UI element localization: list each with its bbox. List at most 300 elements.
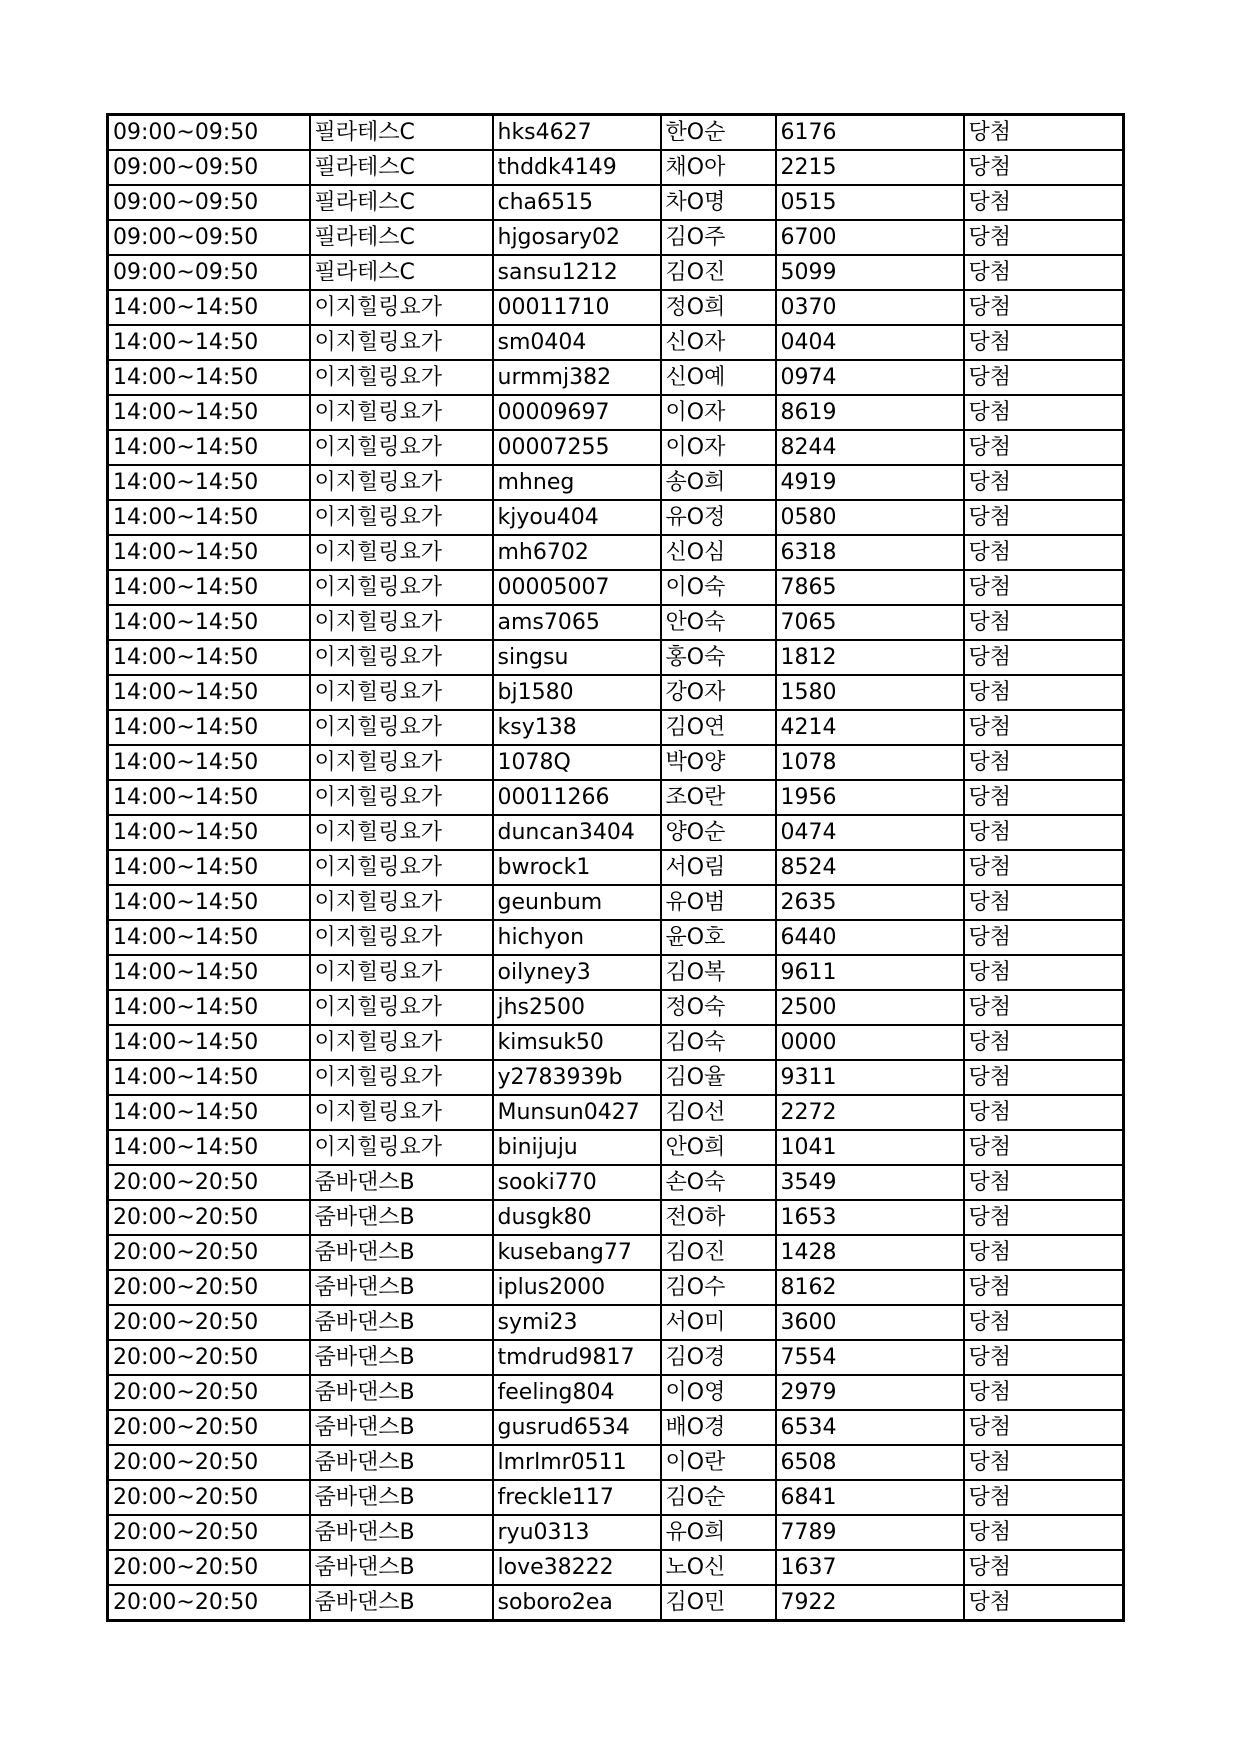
phone-last4-cell: 6440 — [776, 920, 964, 955]
class-name-cell: 이지힐링요가 — [310, 325, 493, 360]
phone-last4-cell: 5099 — [776, 255, 964, 290]
member-name-cell: 김O경 — [661, 1340, 776, 1375]
time-slot-cell: 14:00~14:50 — [108, 570, 310, 605]
time-slot-cell: 20:00~20:50 — [108, 1235, 310, 1270]
winner-table-body — [108, 115, 1124, 1621]
user-id-cell: oilyney3 — [493, 955, 661, 990]
user-id-cell: geunbum — [493, 885, 661, 920]
class-name-cell: 이지힐링요가 — [310, 920, 493, 955]
time-slot-cell: 20:00~20:50 — [108, 1585, 310, 1621]
member-name-cell: 이O자 — [661, 395, 776, 430]
user-id-cell: duncan3404 — [493, 815, 661, 850]
class-name-cell: 줌바댄스B — [310, 1235, 493, 1270]
time-slot-cell: 14:00~14:50 — [108, 430, 310, 465]
user-id-cell: Munsun0427 — [493, 1095, 661, 1130]
table-row — [108, 1585, 1124, 1621]
result-cell: 당첨 — [964, 1270, 1124, 1305]
class-name-cell: 이지힐링요가 — [310, 745, 493, 780]
user-id-cell: hjgosary02 — [493, 220, 661, 255]
class-name-cell: 줌바댄스B — [310, 1550, 493, 1585]
result-cell: 당첨 — [964, 1375, 1124, 1410]
user-id-cell: singsu — [493, 640, 661, 675]
table-row — [108, 500, 1124, 535]
phone-last4-cell: 2500 — [776, 990, 964, 1025]
user-id-cell: kimsuk50 — [493, 1025, 661, 1060]
result-cell: 당첨 — [964, 745, 1124, 780]
class-name-cell: 줌바댄스B — [310, 1480, 493, 1515]
member-name-cell: 차O명 — [661, 185, 776, 220]
result-cell: 당첨 — [964, 640, 1124, 675]
time-slot-cell: 14:00~14:50 — [108, 710, 310, 745]
member-name-cell: 신O예 — [661, 360, 776, 395]
table-row — [108, 1235, 1124, 1270]
result-cell: 당첨 — [964, 1060, 1124, 1095]
class-name-cell: 이지힐링요가 — [310, 605, 493, 640]
time-slot-cell: 20:00~20:50 — [108, 1270, 310, 1305]
phone-last4-cell: 6318 — [776, 535, 964, 570]
class-name-cell: 줌바댄스B — [310, 1200, 493, 1235]
member-name-cell: 전O하 — [661, 1200, 776, 1235]
result-cell: 당첨 — [964, 1445, 1124, 1480]
user-id-cell: urmmj382 — [493, 360, 661, 395]
class-name-cell: 이지힐링요가 — [310, 290, 493, 325]
table-row — [108, 1445, 1124, 1480]
time-slot-cell: 14:00~14:50 — [108, 745, 310, 780]
class-name-cell: 이지힐링요가 — [310, 850, 493, 885]
user-id-cell: freckle117 — [493, 1480, 661, 1515]
class-name-cell: 이지힐링요가 — [310, 710, 493, 745]
phone-last4-cell: 1637 — [776, 1550, 964, 1585]
table-row — [108, 430, 1124, 465]
table-row — [108, 605, 1124, 640]
time-slot-cell: 14:00~14:50 — [108, 1130, 310, 1165]
table-row — [108, 955, 1124, 990]
member-name-cell: 김O숙 — [661, 1025, 776, 1060]
phone-last4-cell: 3600 — [776, 1305, 964, 1340]
phone-last4-cell: 6534 — [776, 1410, 964, 1445]
table-row — [108, 710, 1124, 745]
time-slot-cell: 14:00~14:50 — [108, 605, 310, 640]
result-cell: 당첨 — [964, 605, 1124, 640]
member-name-cell: 손O숙 — [661, 1165, 776, 1200]
table-row — [108, 850, 1124, 885]
table-row — [108, 675, 1124, 710]
phone-last4-cell: 4214 — [776, 710, 964, 745]
member-name-cell: 양O순 — [661, 815, 776, 850]
member-name-cell: 강O자 — [661, 675, 776, 710]
time-slot-cell: 20:00~20:50 — [108, 1340, 310, 1375]
member-name-cell: 정O희 — [661, 290, 776, 325]
member-name-cell: 이O자 — [661, 430, 776, 465]
result-cell: 당첨 — [964, 1515, 1124, 1550]
table-row — [108, 990, 1124, 1025]
user-id-cell: mhneg — [493, 465, 661, 500]
class-name-cell: 필라테스C — [310, 150, 493, 185]
time-slot-cell: 09:00~09:50 — [108, 115, 310, 151]
phone-last4-cell: 3549 — [776, 1165, 964, 1200]
table-row — [108, 1200, 1124, 1235]
member-name-cell: 안O숙 — [661, 605, 776, 640]
user-id-cell: dusgk80 — [493, 1200, 661, 1235]
result-cell: 당첨 — [964, 1585, 1124, 1621]
result-cell: 당첨 — [964, 1340, 1124, 1375]
time-slot-cell: 09:00~09:50 — [108, 255, 310, 290]
table-row — [108, 185, 1124, 220]
table-row — [108, 465, 1124, 500]
class-name-cell: 이지힐링요가 — [310, 640, 493, 675]
time-slot-cell: 20:00~20:50 — [108, 1445, 310, 1480]
member-name-cell: 박O양 — [661, 745, 776, 780]
time-slot-cell: 14:00~14:50 — [108, 395, 310, 430]
table-row — [108, 1480, 1124, 1515]
table-row — [108, 1130, 1124, 1165]
user-id-cell: soboro2ea — [493, 1585, 661, 1621]
user-id-cell: 00009697 — [493, 395, 661, 430]
phone-last4-cell: 2979 — [776, 1375, 964, 1410]
user-id-cell: kusebang77 — [493, 1235, 661, 1270]
class-name-cell: 이지힐링요가 — [310, 815, 493, 850]
member-name-cell: 안O희 — [661, 1130, 776, 1165]
time-slot-cell: 14:00~14:50 — [108, 1095, 310, 1130]
class-name-cell: 이지힐링요가 — [310, 430, 493, 465]
result-cell: 당첨 — [964, 1200, 1124, 1235]
time-slot-cell: 14:00~14:50 — [108, 535, 310, 570]
phone-last4-cell: 2635 — [776, 885, 964, 920]
time-slot-cell: 20:00~20:50 — [108, 1515, 310, 1550]
phone-last4-cell: 1956 — [776, 780, 964, 815]
user-id-cell: ams7065 — [493, 605, 661, 640]
member-name-cell: 김O진 — [661, 255, 776, 290]
result-cell: 당첨 — [964, 920, 1124, 955]
member-name-cell: 윤O호 — [661, 920, 776, 955]
phone-last4-cell: 0515 — [776, 185, 964, 220]
result-cell: 당첨 — [964, 465, 1124, 500]
user-id-cell: hichyon — [493, 920, 661, 955]
phone-last4-cell: 7865 — [776, 570, 964, 605]
class-name-cell: 이지힐링요가 — [310, 1130, 493, 1165]
winner-table — [106, 113, 1125, 1622]
table-row — [108, 535, 1124, 570]
result-cell: 당첨 — [964, 710, 1124, 745]
member-name-cell: 유O정 — [661, 500, 776, 535]
member-name-cell: 송O희 — [661, 465, 776, 500]
table-row — [108, 745, 1124, 780]
class-name-cell: 이지힐링요가 — [310, 395, 493, 430]
time-slot-cell: 14:00~14:50 — [108, 325, 310, 360]
phone-last4-cell: 1812 — [776, 640, 964, 675]
class-name-cell: 이지힐링요가 — [310, 1025, 493, 1060]
time-slot-cell: 20:00~20:50 — [108, 1550, 310, 1585]
class-name-cell: 필라테스C — [310, 185, 493, 220]
user-id-cell: bwrock1 — [493, 850, 661, 885]
table-row — [108, 220, 1124, 255]
phone-last4-cell: 1041 — [776, 1130, 964, 1165]
member-name-cell: 조O란 — [661, 780, 776, 815]
table-row — [108, 920, 1124, 955]
member-name-cell: 김O율 — [661, 1060, 776, 1095]
table-row — [108, 640, 1124, 675]
time-slot-cell: 14:00~14:50 — [108, 955, 310, 990]
result-cell: 당첨 — [964, 220, 1124, 255]
phone-last4-cell: 8524 — [776, 850, 964, 885]
result-cell: 당첨 — [964, 850, 1124, 885]
phone-last4-cell: 0580 — [776, 500, 964, 535]
phone-last4-cell: 8162 — [776, 1270, 964, 1305]
class-name-cell: 필라테스C — [310, 220, 493, 255]
phone-last4-cell: 1580 — [776, 675, 964, 710]
table-row — [108, 1305, 1124, 1340]
time-slot-cell: 14:00~14:50 — [108, 920, 310, 955]
user-id-cell: kjyou404 — [493, 500, 661, 535]
phone-last4-cell: 0000 — [776, 1025, 964, 1060]
result-cell: 당첨 — [964, 1410, 1124, 1445]
user-id-cell: iplus2000 — [493, 1270, 661, 1305]
member-name-cell: 배O경 — [661, 1410, 776, 1445]
table-row — [108, 1515, 1124, 1550]
member-name-cell: 유O희 — [661, 1515, 776, 1550]
table-row — [108, 1095, 1124, 1130]
user-id-cell: 00007255 — [493, 430, 661, 465]
class-name-cell: 이지힐링요가 — [310, 885, 493, 920]
member-name-cell: 신O자 — [661, 325, 776, 360]
table-row — [108, 325, 1124, 360]
result-cell: 당첨 — [964, 185, 1124, 220]
time-slot-cell: 14:00~14:50 — [108, 290, 310, 325]
member-name-cell: 서O림 — [661, 850, 776, 885]
member-name-cell: 김O진 — [661, 1235, 776, 1270]
user-id-cell: binijuju — [493, 1130, 661, 1165]
time-slot-cell: 20:00~20:50 — [108, 1200, 310, 1235]
table-row — [108, 1550, 1124, 1585]
table-row — [108, 1165, 1124, 1200]
user-id-cell: tmdrud9817 — [493, 1340, 661, 1375]
user-id-cell: sm0404 — [493, 325, 661, 360]
time-slot-cell: 14:00~14:50 — [108, 780, 310, 815]
phone-last4-cell: 1653 — [776, 1200, 964, 1235]
phone-last4-cell: 9311 — [776, 1060, 964, 1095]
result-cell: 당첨 — [964, 1095, 1124, 1130]
result-cell: 당첨 — [964, 395, 1124, 430]
user-id-cell: mh6702 — [493, 535, 661, 570]
class-name-cell: 이지힐링요가 — [310, 500, 493, 535]
time-slot-cell: 09:00~09:50 — [108, 220, 310, 255]
time-slot-cell: 20:00~20:50 — [108, 1165, 310, 1200]
user-id-cell: ksy138 — [493, 710, 661, 745]
phone-last4-cell: 0370 — [776, 290, 964, 325]
table-row — [108, 885, 1124, 920]
class-name-cell: 줌바댄스B — [310, 1270, 493, 1305]
time-slot-cell: 20:00~20:50 — [108, 1410, 310, 1445]
member-name-cell: 김O순 — [661, 1480, 776, 1515]
phone-last4-cell: 0474 — [776, 815, 964, 850]
user-id-cell: bj1580 — [493, 675, 661, 710]
table-row — [108, 395, 1124, 430]
result-cell: 당첨 — [964, 675, 1124, 710]
time-slot-cell: 14:00~14:50 — [108, 465, 310, 500]
result-cell: 당첨 — [964, 535, 1124, 570]
result-cell: 당첨 — [964, 150, 1124, 185]
member-name-cell: 홍O숙 — [661, 640, 776, 675]
table-row — [108, 1375, 1124, 1410]
phone-last4-cell: 7789 — [776, 1515, 964, 1550]
time-slot-cell: 14:00~14:50 — [108, 815, 310, 850]
class-name-cell: 줌바댄스B — [310, 1585, 493, 1621]
result-cell: 당첨 — [964, 955, 1124, 990]
result-cell: 당첨 — [964, 1550, 1124, 1585]
result-cell: 당첨 — [964, 1235, 1124, 1270]
class-name-cell: 이지힐링요가 — [310, 990, 493, 1025]
time-slot-cell: 14:00~14:50 — [108, 360, 310, 395]
result-cell: 당첨 — [964, 1130, 1124, 1165]
user-id-cell: gusrud6534 — [493, 1410, 661, 1445]
table-row — [108, 815, 1124, 850]
user-id-cell: ryu0313 — [493, 1515, 661, 1550]
table-row — [108, 570, 1124, 605]
member-name-cell: 유O범 — [661, 885, 776, 920]
phone-last4-cell: 7554 — [776, 1340, 964, 1375]
member-name-cell: 정O숙 — [661, 990, 776, 1025]
result-cell: 당첨 — [964, 290, 1124, 325]
table-row — [108, 1060, 1124, 1095]
table-row — [108, 1025, 1124, 1060]
user-id-cell: symi23 — [493, 1305, 661, 1340]
user-id-cell: sansu1212 — [493, 255, 661, 290]
result-cell: 당첨 — [964, 325, 1124, 360]
member-name-cell: 한O순 — [661, 115, 776, 151]
class-name-cell: 이지힐링요가 — [310, 360, 493, 395]
table-row — [108, 1270, 1124, 1305]
class-name-cell: 줌바댄스B — [310, 1445, 493, 1480]
phone-last4-cell: 1078 — [776, 745, 964, 780]
class-name-cell: 줌바댄스B — [310, 1165, 493, 1200]
result-cell: 당첨 — [964, 815, 1124, 850]
time-slot-cell: 14:00~14:50 — [108, 675, 310, 710]
time-slot-cell: 14:00~14:50 — [108, 990, 310, 1025]
user-id-cell: love38222 — [493, 1550, 661, 1585]
member-name-cell: 채O아 — [661, 150, 776, 185]
class-name-cell: 이지힐링요가 — [310, 955, 493, 990]
user-id-cell: hks4627 — [493, 115, 661, 151]
class-name-cell: 필라테스C — [310, 115, 493, 151]
user-id-cell: jhs2500 — [493, 990, 661, 1025]
member-name-cell: 신O심 — [661, 535, 776, 570]
table-row — [108, 290, 1124, 325]
phone-last4-cell: 7065 — [776, 605, 964, 640]
phone-last4-cell: 6176 — [776, 115, 964, 151]
class-name-cell: 이지힐링요가 — [310, 570, 493, 605]
user-id-cell: 00005007 — [493, 570, 661, 605]
class-name-cell: 줌바댄스B — [310, 1515, 493, 1550]
result-cell: 당첨 — [964, 885, 1124, 920]
user-id-cell: 1078Q — [493, 745, 661, 780]
class-name-cell: 이지힐링요가 — [310, 465, 493, 500]
result-cell: 당첨 — [964, 570, 1124, 605]
phone-last4-cell: 1428 — [776, 1235, 964, 1270]
result-cell: 당첨 — [964, 1025, 1124, 1060]
table-row — [108, 1410, 1124, 1445]
time-slot-cell: 20:00~20:50 — [108, 1480, 310, 1515]
member-name-cell: 김O선 — [661, 1095, 776, 1130]
result-cell: 당첨 — [964, 990, 1124, 1025]
member-name-cell: 김O복 — [661, 955, 776, 990]
class-name-cell: 줌바댄스B — [310, 1410, 493, 1445]
phone-last4-cell: 0404 — [776, 325, 964, 360]
user-id-cell: 00011710 — [493, 290, 661, 325]
time-slot-cell: 14:00~14:50 — [108, 1025, 310, 1060]
time-slot-cell: 14:00~14:50 — [108, 500, 310, 535]
member-name-cell: 김O연 — [661, 710, 776, 745]
result-cell: 당첨 — [964, 430, 1124, 465]
class-name-cell: 이지힐링요가 — [310, 1060, 493, 1095]
class-name-cell: 줌바댄스B — [310, 1305, 493, 1340]
member-name-cell: 이O란 — [661, 1445, 776, 1480]
result-cell: 당첨 — [964, 255, 1124, 290]
phone-last4-cell: 6841 — [776, 1480, 964, 1515]
phone-last4-cell: 8619 — [776, 395, 964, 430]
user-id-cell: sooki770 — [493, 1165, 661, 1200]
table-row — [108, 150, 1124, 185]
time-slot-cell: 14:00~14:50 — [108, 885, 310, 920]
member-name-cell: 서O미 — [661, 1305, 776, 1340]
user-id-cell: thddk4149 — [493, 150, 661, 185]
phone-last4-cell: 8244 — [776, 430, 964, 465]
table-row — [108, 360, 1124, 395]
class-name-cell: 줌바댄스B — [310, 1340, 493, 1375]
phone-last4-cell: 7922 — [776, 1585, 964, 1621]
table-row — [108, 255, 1124, 290]
class-name-cell: 이지힐링요가 — [310, 780, 493, 815]
member-name-cell: 김O민 — [661, 1585, 776, 1621]
member-name-cell: 김O주 — [661, 220, 776, 255]
phone-last4-cell: 4919 — [776, 465, 964, 500]
user-id-cell: 00011266 — [493, 780, 661, 815]
member-name-cell: 이O영 — [661, 1375, 776, 1410]
table-row — [108, 1340, 1124, 1375]
time-slot-cell: 20:00~20:50 — [108, 1305, 310, 1340]
time-slot-cell: 14:00~14:50 — [108, 1060, 310, 1095]
phone-last4-cell: 2272 — [776, 1095, 964, 1130]
result-cell: 당첨 — [964, 360, 1124, 395]
time-slot-cell: 20:00~20:50 — [108, 1375, 310, 1410]
result-cell: 당첨 — [964, 1480, 1124, 1515]
class-name-cell: 필라테스C — [310, 255, 493, 290]
time-slot-cell: 14:00~14:50 — [108, 640, 310, 675]
phone-last4-cell: 6508 — [776, 1445, 964, 1480]
result-cell: 당첨 — [964, 500, 1124, 535]
time-slot-cell: 14:00~14:50 — [108, 850, 310, 885]
table-row — [108, 115, 1124, 151]
phone-last4-cell: 2215 — [776, 150, 964, 185]
time-slot-cell: 09:00~09:50 — [108, 150, 310, 185]
class-name-cell: 이지힐링요가 — [310, 675, 493, 710]
result-cell: 당첨 — [964, 780, 1124, 815]
user-id-cell: y2783939b — [493, 1060, 661, 1095]
phone-last4-cell: 6700 — [776, 220, 964, 255]
class-name-cell: 이지힐링요가 — [310, 535, 493, 570]
phone-last4-cell: 0974 — [776, 360, 964, 395]
phone-last4-cell: 9611 — [776, 955, 964, 990]
result-cell: 당첨 — [964, 1165, 1124, 1200]
user-id-cell: feeling804 — [493, 1375, 661, 1410]
result-cell: 당첨 — [964, 1305, 1124, 1340]
class-name-cell: 줌바댄스B — [310, 1375, 493, 1410]
table-row — [108, 780, 1124, 815]
result-cell: 당첨 — [964, 115, 1124, 151]
user-id-cell: lmrlmr0511 — [493, 1445, 661, 1480]
user-id-cell: cha6515 — [493, 185, 661, 220]
class-name-cell: 이지힐링요가 — [310, 1095, 493, 1130]
time-slot-cell: 09:00~09:50 — [108, 185, 310, 220]
